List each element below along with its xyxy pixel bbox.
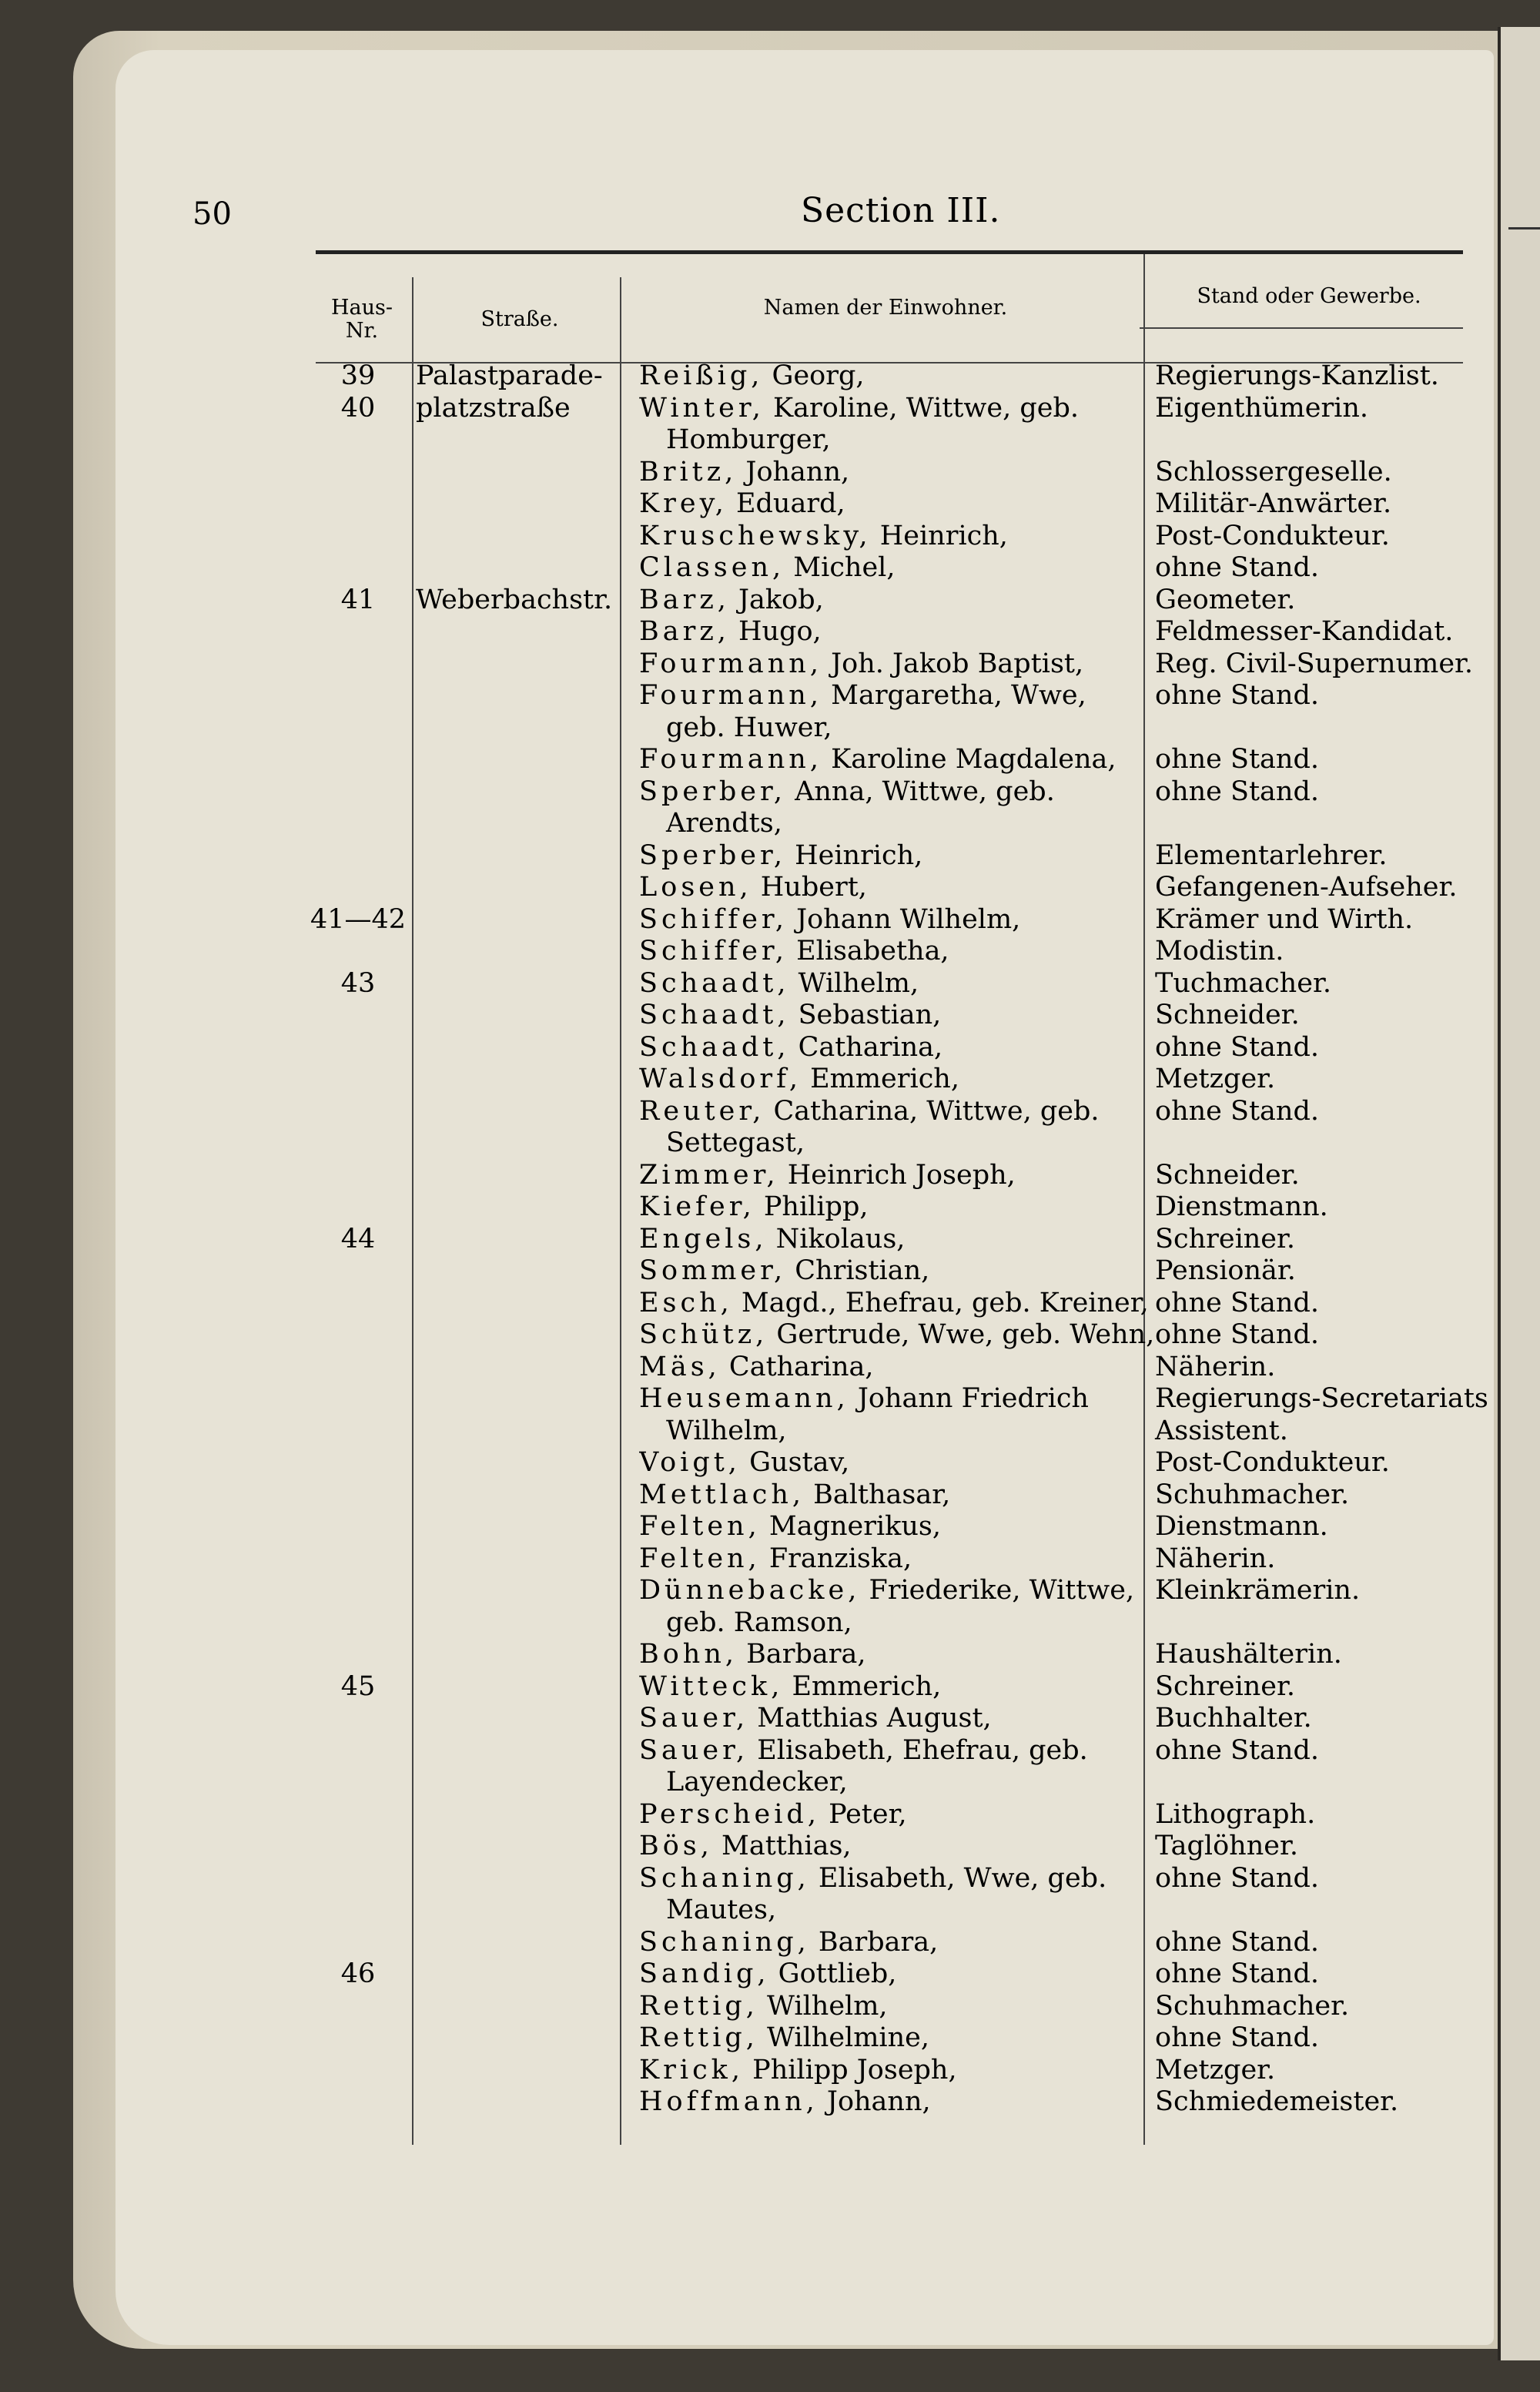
- resident-surname: Perscheid,: [639, 1798, 820, 1830]
- table-row: [308, 1575, 1494, 1607]
- resident-name: [639, 1895, 1455, 1927]
- occupation: Dienstmann.: [1155, 1191, 1328, 1222]
- occupation: ohne Stand.: [1155, 1862, 1319, 1894]
- table-row: [308, 1671, 1494, 1704]
- occupation: Lithograph.: [1155, 1798, 1316, 1830]
- resident-surname: Hoffmann,: [639, 2086, 819, 2117]
- table-row: [308, 2086, 1494, 2119]
- resident-given-name: Wilhelm,: [639, 1415, 787, 1446]
- resident-given-name: Emmerich,: [802, 1064, 959, 1094]
- table-row: [308, 936, 1494, 968]
- header-top-rule: [316, 250, 1463, 254]
- table-row: [308, 1958, 1494, 1991]
- resident-name: [639, 1767, 1455, 1799]
- house-number: 41—42: [310, 903, 407, 935]
- resident-given-name: Magnerikus,: [760, 1511, 941, 1542]
- resident-given-name: Arendts,: [639, 808, 782, 839]
- resident-given-name: Johann,: [818, 2086, 931, 2117]
- occupation: ohne Stand.: [1155, 1734, 1319, 1766]
- resident-surname: Barz,: [639, 616, 730, 647]
- resident-surname: Fourmann,: [639, 744, 822, 775]
- resident-surname: Schaadt,: [639, 967, 790, 999]
- resident-name: [639, 1607, 1455, 1640]
- occupation: Schlossergeselle.: [1155, 456, 1392, 487]
- resident-given-name: Barbara,: [809, 1926, 939, 1958]
- resident-given-name: Elisabeth, Wwe, geb.: [809, 1862, 1107, 1894]
- column-header-namen: Namen der Einwohner.: [763, 296, 1008, 320]
- resident-surname: Sandig,: [639, 1958, 770, 1989]
- resident-surname: Walsdorf,: [639, 1064, 802, 1094]
- resident-given-name: Homburger,: [639, 424, 831, 455]
- resident-surname: Voigt,: [639, 1447, 741, 1478]
- table-row: [308, 1255, 1494, 1288]
- table-row: [308, 424, 1494, 457]
- occupation: ohne Stand.: [1155, 776, 1319, 807]
- resident-surname: Mäs,: [639, 1351, 721, 1382]
- house-number: 46: [340, 1958, 376, 1989]
- resident-surname: Fourmann,: [639, 680, 822, 711]
- resident-surname: Britz,: [639, 456, 738, 487]
- resident-given-name: Johann,: [737, 456, 850, 487]
- resident-given-name: Philipp Joseph,: [744, 2054, 957, 2085]
- resident-surname: Classen,: [639, 552, 785, 583]
- resident-given-name: Balthasar,: [805, 1479, 951, 1510]
- occupation: Modistin.: [1155, 936, 1284, 967]
- resident-surname: Sperber,: [639, 839, 786, 871]
- table-row: [308, 1991, 1494, 2023]
- resident-surname: Bös,: [639, 1831, 713, 1861]
- occupation: Schreiner.: [1155, 1670, 1296, 1702]
- house-number: 45: [340, 1670, 376, 1702]
- table-row: [308, 457, 1494, 489]
- occupation: ohne Stand.: [1155, 552, 1319, 583]
- occupation: Haushälterin.: [1155, 1639, 1342, 1670]
- table-row: [308, 968, 1494, 1000]
- resident-given-name: Layendecker,: [639, 1767, 848, 1797]
- house-number: 39: [340, 360, 376, 391]
- resident-given-name: Sebastian,: [789, 1000, 942, 1030]
- resident-given-name: Johann Friedrich: [849, 1383, 1089, 1414]
- table-row: [308, 2022, 1494, 2055]
- street-name: Palastparade-: [416, 360, 603, 391]
- resident-surname: Sperber,: [639, 776, 786, 807]
- table-row: [308, 1224, 1494, 1256]
- resident-surname: Engels,: [639, 1223, 768, 1255]
- table-row: [308, 1319, 1494, 1352]
- resident-surname: Krey,: [639, 488, 728, 519]
- resident-given-name: Settegast,: [639, 1127, 805, 1158]
- column-header-strasse: Straße.: [480, 307, 559, 331]
- resident-given-name: Hugo,: [729, 616, 822, 647]
- table-row: [308, 521, 1494, 553]
- table-row: [308, 1032, 1494, 1064]
- resident-given-name: Heinrich,: [785, 839, 923, 871]
- resident-given-name: Matthias,: [712, 1831, 852, 1861]
- occupation: Metzger.: [1155, 1064, 1276, 1094]
- table-row: [308, 680, 1494, 712]
- resident-surname: Schiffer,: [639, 936, 788, 967]
- occupation: Metzger.: [1155, 2054, 1276, 2085]
- table-row: [308, 840, 1494, 873]
- resident-given-name: Gertrude, Wwe, geb. Wehn,: [768, 1319, 1155, 1350]
- occupation: Post-Condukteur.: [1155, 520, 1390, 551]
- column-header-stand: Stand oder Gewerbe.: [1197, 284, 1421, 308]
- occupation: Regierungs-Kanzlist.: [1155, 360, 1439, 391]
- resident-given-name: Barbara,: [738, 1639, 866, 1670]
- table-row: [308, 904, 1494, 936]
- table-row: [308, 1447, 1494, 1479]
- adjacent-page-edge: [1498, 27, 1540, 2360]
- resident-name: [639, 808, 1455, 840]
- resident-given-name: Emmerich,: [783, 1670, 942, 1702]
- resident-given-name: Elisabetha,: [787, 936, 949, 967]
- resident-surname: Kiefer,: [639, 1191, 755, 1222]
- table-row: [308, 1415, 1494, 1448]
- table-row: [308, 2055, 1494, 2087]
- resident-surname: Dünnebacke,: [639, 1575, 861, 1606]
- resident-surname: Losen,: [639, 872, 752, 903]
- resident-given-name: Elisabeth, Ehefrau, geb.: [748, 1734, 1088, 1766]
- occupation: ohne Stand.: [1155, 2022, 1319, 2053]
- table-row: [308, 1703, 1494, 1735]
- resident-given-name: Gottlieb,: [769, 1958, 897, 1989]
- occupation: Gefangenen-Aufseher.: [1155, 872, 1458, 903]
- table-row: [308, 744, 1494, 776]
- house-number: 43: [340, 967, 376, 999]
- column-header-haus-nr: Haus-Nr.: [330, 296, 393, 343]
- resident-given-name: geb. Huwer,: [639, 712, 832, 743]
- resident-given-name: Catharina,: [789, 1031, 943, 1063]
- resident-surname: Sauer,: [639, 1734, 749, 1766]
- resident-given-name: geb. Ramson,: [639, 1606, 852, 1638]
- resident-given-name: Catharina, Wittwe, geb.: [765, 1095, 1100, 1127]
- table-row: [308, 1831, 1494, 1863]
- resident-surname: Zimmer,: [639, 1159, 779, 1191]
- resident-table: [308, 360, 1494, 2119]
- resident-given-name: Matthias August,: [748, 1703, 992, 1734]
- table-row: [308, 616, 1494, 648]
- occupation: Geometer.: [1155, 584, 1296, 615]
- occupation: Näherin.: [1155, 1543, 1276, 1574]
- resident-surname: Winter,: [639, 392, 765, 424]
- table-row: [308, 808, 1494, 840]
- resident-surname: Rettig,: [639, 2022, 758, 2053]
- resident-given-name: Wilhelm,: [758, 1990, 888, 2022]
- resident-name: [639, 712, 1455, 745]
- table-row: [308, 1735, 1494, 1767]
- resident-surname: Reißig,: [639, 360, 764, 391]
- occupation: Schuhmacher.: [1155, 1479, 1350, 1510]
- resident-surname: Reuter,: [639, 1095, 765, 1127]
- occupation: Schreiner.: [1155, 1223, 1296, 1255]
- resident-surname: Schaning,: [639, 1926, 810, 1958]
- resident-given-name: Wilhelm,: [789, 967, 919, 999]
- table-row: [308, 1383, 1494, 1415]
- resident-surname: Esch,: [639, 1287, 733, 1318]
- table-row: [308, 1160, 1494, 1192]
- occupation: Schneider.: [1155, 1000, 1300, 1030]
- resident-surname: Schütz,: [639, 1319, 768, 1350]
- occupation: Schmiedemeister.: [1155, 2086, 1399, 2117]
- table-row: [308, 585, 1494, 617]
- table-row: [308, 1511, 1494, 1543]
- resident-surname: Krick,: [639, 2054, 745, 2085]
- occupation: Schuhmacher.: [1155, 1990, 1350, 2022]
- resident-given-name: Wilhelmine,: [758, 2022, 930, 2053]
- header-sub-rule: [1140, 327, 1463, 329]
- table-row: [308, 1127, 1494, 1160]
- table-row: [308, 1064, 1494, 1096]
- table-row: [308, 393, 1494, 425]
- occupation: ohne Stand.: [1155, 1958, 1319, 1989]
- table-row: [308, 1288, 1494, 1320]
- resident-given-name: Hubert,: [752, 872, 867, 903]
- house-number: 44: [340, 1223, 376, 1255]
- table-row: [308, 712, 1494, 745]
- table-row: [308, 1479, 1494, 1512]
- occupation: Dienstmann.: [1155, 1511, 1328, 1542]
- resident-given-name: Heinrich Joseph,: [778, 1159, 1016, 1191]
- table-row: [308, 776, 1494, 809]
- resident-surname: Felten,: [639, 1543, 761, 1574]
- resident-given-name: Philipp,: [755, 1191, 869, 1222]
- occupation: Tuchmacher.: [1155, 967, 1331, 999]
- resident-surname: Heusemann,: [639, 1383, 849, 1414]
- table-row: [308, 1639, 1494, 1671]
- table-row: [308, 1767, 1494, 1799]
- section-title: Section III.: [801, 191, 1001, 230]
- resident-given-name: Johann Wilhelm,: [787, 903, 1021, 935]
- table-row: [308, 360, 1494, 393]
- resident-surname: Schaning,: [639, 1862, 810, 1894]
- table-row: [308, 552, 1494, 585]
- resident-surname: Sommer,: [639, 1255, 787, 1286]
- resident-surname: Barz,: [639, 584, 730, 615]
- occupation: ohne Stand.: [1155, 1287, 1319, 1318]
- resident-name: [639, 1127, 1455, 1160]
- resident-given-name: Jakob,: [729, 584, 824, 615]
- resident-surname: Fourmann,: [639, 648, 822, 679]
- occupation: Krämer und Wirth.: [1155, 903, 1414, 935]
- table-row: [308, 1096, 1494, 1128]
- resident-surname: Felten,: [639, 1511, 761, 1542]
- occupation: Regierungs-Secretariats: [1155, 1383, 1488, 1414]
- table-row: [308, 648, 1494, 681]
- resident-given-name: Friederike, Wittwe,: [860, 1575, 1135, 1606]
- house-number: 40: [340, 392, 376, 424]
- resident-given-name: Margaretha, Wwe,: [822, 680, 1086, 711]
- table-row: [308, 1895, 1494, 1927]
- table-row: [308, 1543, 1494, 1576]
- resident-given-name: Georg,: [763, 360, 865, 391]
- occupation: ohne Stand.: [1155, 1095, 1319, 1127]
- occupation: ohne Stand.: [1155, 1926, 1319, 1958]
- resident-surname: Schiffer,: [639, 903, 788, 935]
- resident-surname: Kruschewsky,: [639, 520, 872, 551]
- table-row: [308, 1352, 1494, 1384]
- resident-given-name: Gustav,: [740, 1447, 850, 1478]
- resident-surname: Schaadt,: [639, 1000, 790, 1030]
- resident-surname: Bohn,: [639, 1639, 738, 1670]
- resident-given-name: Karoline, Wittwe, geb.: [764, 392, 1079, 424]
- house-number: 41: [340, 584, 376, 615]
- resident-given-name: Karoline Magdalena,: [822, 744, 1116, 775]
- occupation: ohne Stand.: [1155, 1319, 1319, 1350]
- resident-given-name: Eduard,: [727, 488, 845, 519]
- resident-given-name: Peter,: [819, 1798, 907, 1830]
- resident-surname: Rettig,: [639, 1990, 758, 2022]
- occupation: Reg. Civil-Supernumer.: [1155, 648, 1474, 679]
- occupation: Militär-Anwärter.: [1155, 488, 1392, 519]
- resident-given-name: Franziska,: [760, 1543, 912, 1574]
- page-number: 50: [192, 196, 232, 232]
- occupation: Taglöhner.: [1155, 1831, 1298, 1861]
- occupation: Post-Condukteur.: [1155, 1447, 1390, 1478]
- resident-surname: Mettlach,: [639, 1479, 805, 1510]
- table-row: [308, 1191, 1494, 1224]
- resident-given-name: Nikolaus,: [767, 1223, 906, 1255]
- occupation: Buchhalter.: [1155, 1703, 1312, 1734]
- occupation: Assistent.: [1155, 1415, 1288, 1446]
- resident-surname: Witteck,: [639, 1670, 784, 1702]
- occupation: Schneider.: [1155, 1159, 1300, 1191]
- table-row: [308, 488, 1494, 521]
- occupation: Feldmesser-Kandidat.: [1155, 616, 1454, 647]
- resident-given-name: Mautes,: [639, 1895, 777, 1925]
- resident-given-name: Magd., Ehefrau, geb. Kreiner,: [732, 1287, 1149, 1318]
- occupation: Pensionär.: [1155, 1255, 1296, 1286]
- occupation: Elementarlehrer.: [1155, 839, 1388, 871]
- table-row: [308, 1927, 1494, 1959]
- table-row: [308, 1799, 1494, 1831]
- occupation: ohne Stand.: [1155, 744, 1319, 775]
- occupation: Kleinkrämerin.: [1155, 1575, 1361, 1606]
- occupation: Näherin.: [1155, 1351, 1276, 1382]
- resident-surname: Sauer,: [639, 1703, 749, 1734]
- street-name: platzstraße: [416, 392, 571, 424]
- resident-given-name: Michel,: [785, 552, 896, 583]
- occupation: ohne Stand.: [1155, 680, 1319, 711]
- street-name: Weberbachstr.: [416, 584, 613, 615]
- table-row: [308, 872, 1494, 904]
- table-row: [308, 1000, 1494, 1032]
- occupation: ohne Stand.: [1155, 1031, 1319, 1063]
- resident-given-name: Heinrich,: [871, 520, 1008, 551]
- table-row: [308, 1863, 1494, 1895]
- occupation: Eigenthümerin.: [1155, 392, 1369, 424]
- resident-given-name: Catharina,: [720, 1351, 874, 1382]
- resident-given-name: Christian,: [786, 1255, 930, 1286]
- resident-given-name: Joh. Jakob Baptist,: [822, 648, 1084, 679]
- resident-given-name: Anna, Wittwe, geb.: [785, 776, 1055, 807]
- resident-surname: Schaadt,: [639, 1031, 790, 1063]
- table-row: [308, 1607, 1494, 1640]
- resident-name: [639, 424, 1455, 457]
